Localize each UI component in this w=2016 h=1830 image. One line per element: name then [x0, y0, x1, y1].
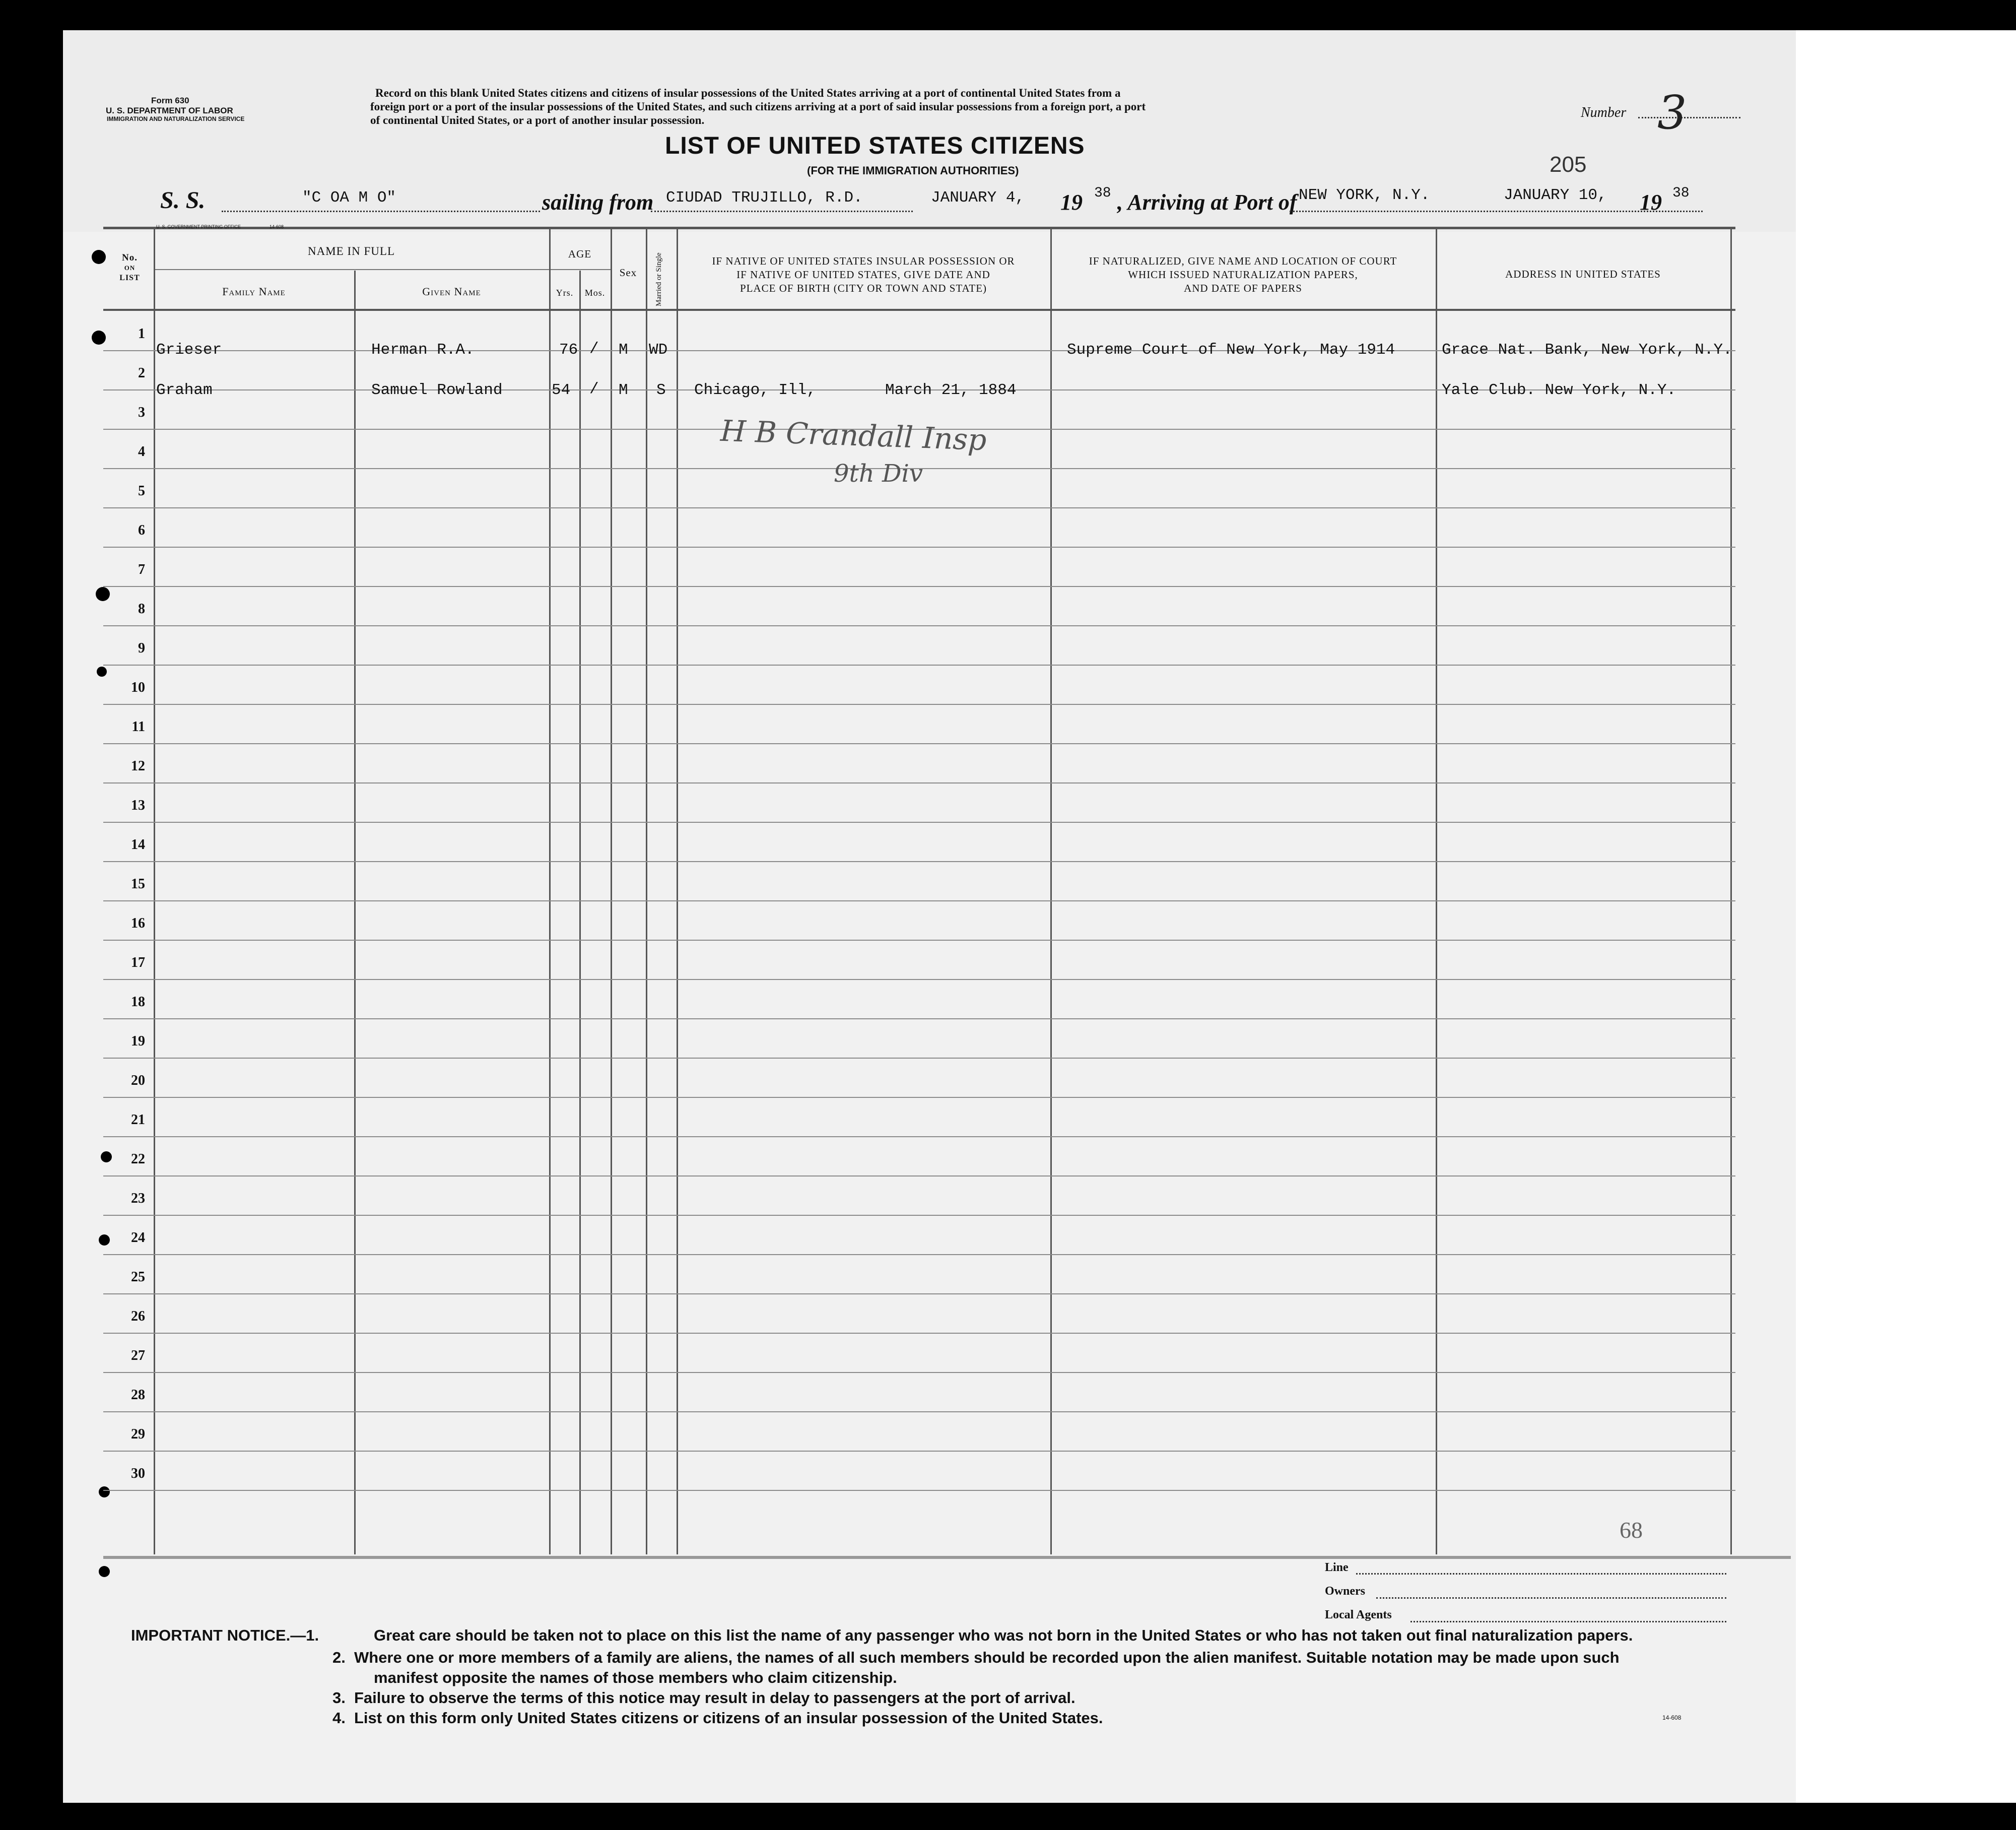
row-line	[103, 704, 1735, 705]
row-number: 21	[131, 1112, 145, 1128]
col-divider	[549, 229, 551, 1554]
row-line	[103, 1333, 1735, 1334]
row-line	[103, 861, 1735, 862]
row-line	[103, 547, 1735, 548]
col-divider	[646, 229, 647, 1554]
header-birth-line: IF NATIVE OF UNITED STATES INSULAR POSSESSION OR	[712, 255, 1015, 267]
header-given-name: Given Name	[422, 285, 481, 298]
row-number: 27	[131, 1348, 145, 1363]
row-line	[103, 940, 1735, 941]
number-field-value: 3	[1657, 86, 1687, 140]
table-top-border	[103, 227, 1735, 229]
local-agents-label: Local Agents	[1325, 1608, 1392, 1621]
intro-text-line: foreign port or a port of the insular possessions of the United States, and such citizens arriving at a port of said insular possessions from a foreign port, a port	[370, 100, 1146, 113]
notice-item-2-num: 2.	[332, 1649, 346, 1666]
from-port: CIUDAD TRUJILLO, R.D.	[666, 189, 863, 207]
header-list: LIST	[119, 274, 140, 282]
row-line	[103, 625, 1735, 626]
header-address: ADDRESS IN UNITED STATES	[1505, 268, 1661, 280]
row-number: 15	[131, 876, 145, 892]
row-number: 1	[138, 326, 145, 342]
printing-code-label: 14-608	[270, 224, 284, 229]
row-number: 26	[131, 1309, 145, 1324]
row-line	[103, 507, 1735, 508]
row-number: 25	[131, 1269, 145, 1285]
header-nat-line: AND DATE OF PAPERS	[1184, 282, 1302, 294]
p2-birth-date: March 21, 1884	[885, 381, 1017, 399]
row-line	[103, 1254, 1735, 1255]
page-title: LIST OF UNITED STATES CITIZENS	[665, 133, 1085, 159]
header-name-in-full: NAME IN FULL	[308, 245, 395, 257]
col-divider	[611, 229, 612, 1554]
row-line	[103, 1451, 1735, 1452]
notice-item-4: List on this form only United States citizens or citizens of an insular possession of the United States.	[354, 1709, 1103, 1727]
p1-marital-status: WD	[649, 341, 668, 359]
row-line	[103, 979, 1735, 980]
depart-year-prefix: 19	[1060, 190, 1083, 215]
header-family-name: Family Name	[222, 285, 286, 298]
page-number: 68	[1620, 1517, 1643, 1543]
row-number: 24	[131, 1230, 145, 1246]
row-number: 20	[131, 1073, 145, 1088]
header-birth-line: PLACE OF BIRTH (CITY OR TOWN AND STATE)	[740, 282, 987, 294]
local-agents-field	[1410, 1621, 1726, 1622]
row-line	[103, 665, 1735, 666]
row-line	[103, 782, 1735, 783]
depart-date: JANUARY 4,	[931, 189, 1025, 207]
owners-label: Owners	[1325, 1585, 1365, 1598]
p2-sex: M	[619, 381, 628, 399]
row-number: 23	[131, 1191, 145, 1206]
intro-text-line: Record on this blank United States citizens and citizens of insular possessions of the United States arriving at a port of continental United States from a	[375, 87, 1121, 99]
arrival-year: 38	[1672, 185, 1690, 201]
ss-label: S. S.	[160, 187, 206, 214]
p2-birth-place: Chicago, Ill,	[694, 381, 816, 399]
intro-text-line: of continental United States, or a port of another insular possession.	[370, 114, 705, 126]
row-number: 6	[138, 522, 145, 538]
row-line	[103, 1058, 1735, 1059]
row-number: 5	[138, 483, 145, 499]
footer-code: 14-608	[1662, 1714, 1682, 1721]
row-line	[103, 1293, 1735, 1294]
table-bottom-border	[103, 1556, 1791, 1559]
header-age: AGE	[568, 248, 592, 260]
row-number: 9	[138, 640, 145, 656]
p1-age-mos: /	[589, 340, 599, 358]
row-number: 16	[131, 916, 145, 931]
from-port-line	[651, 211, 913, 212]
row-number: 7	[138, 562, 145, 577]
p1-family-name: Grieser	[156, 341, 222, 359]
p2-age-mos: /	[589, 380, 599, 398]
inspector-signature: H B Crandall Insp	[719, 413, 987, 457]
row-line	[103, 1215, 1735, 1216]
stamp-number: 205	[1550, 152, 1587, 177]
row-number: 30	[131, 1466, 145, 1481]
ship-name: "C OA M O"	[302, 189, 396, 207]
arrival-port: NEW YORK, N.Y.	[1299, 186, 1430, 204]
row-line	[103, 1175, 1735, 1177]
col-divider	[154, 229, 155, 1554]
p2-age-yrs: 54	[552, 381, 571, 399]
row-number: 2	[138, 365, 145, 381]
header-bottom-border	[103, 309, 1735, 311]
row-number: 14	[131, 837, 145, 853]
ship-field-line	[222, 211, 540, 212]
header-birth-line: IF NATIVE OF UNITED STATES, GIVE DATE AND	[736, 269, 990, 281]
p1-age-yrs: 76	[559, 341, 578, 359]
row-number: 11	[131, 719, 145, 735]
punch-hole	[99, 1234, 110, 1246]
row-line	[103, 1411, 1735, 1412]
punch-hole	[92, 331, 106, 345]
punch-hole	[97, 667, 107, 677]
arriving-label: , Arriving at Port of	[1117, 190, 1297, 215]
row-number: 8	[138, 601, 145, 617]
service-label: IMMIGRATION AND NATURALIZATION SERVICE	[107, 115, 245, 122]
row-line	[103, 1097, 1735, 1098]
p1-address: Grace Nat. Bank, New York, N.Y.	[1442, 341, 1732, 359]
punch-hole	[99, 1566, 110, 1577]
line-field	[1356, 1573, 1726, 1575]
punch-hole	[99, 1486, 110, 1497]
name-header-divider	[154, 269, 554, 270]
arrival-year-prefix: 19	[1640, 190, 1662, 215]
p2-marital-status: S	[656, 381, 666, 399]
col-divider	[1050, 229, 1052, 1554]
col-divider	[1730, 229, 1732, 1554]
row-number: 10	[131, 680, 145, 695]
p1-sex: M	[619, 341, 628, 359]
col-divider	[579, 271, 581, 1554]
row-number: 19	[131, 1033, 145, 1049]
row-line	[103, 1136, 1735, 1137]
row-line	[103, 1372, 1735, 1373]
row-number: 12	[131, 758, 145, 774]
department-label: U. S. DEPARTMENT OF LABOR	[106, 106, 233, 115]
col-divider	[1436, 229, 1437, 1554]
header-naturalization	[1050, 254, 1436, 295]
header-sex: Sex	[619, 267, 637, 279]
col-divider	[677, 229, 678, 1554]
notice-item-1: Great care should be taken not to place on this list the name of any passenger who was not born in the United States or who has not taken out final naturalization papers.	[374, 1626, 1633, 1644]
header-mos: Mos.	[584, 288, 606, 298]
sailing-from-label: sailing from	[542, 190, 654, 215]
row-line	[103, 822, 1735, 823]
notice-item-4-num: 4.	[332, 1709, 346, 1727]
p1-given-name: Herman R.A.	[371, 341, 475, 359]
header-nat-line: IF NATURALIZED, GIVE NAME AND LOCATION OF COURT	[1089, 255, 1397, 267]
owners-field	[1376, 1597, 1726, 1599]
header-no-on-list	[106, 253, 154, 283]
row-line	[103, 743, 1735, 744]
p1-naturalization: Supreme Court of New York, May 1914	[1067, 341, 1395, 359]
notice-item-2-line1: Where one or more members of a family are aliens, the names of all such members should be recorded upon the alien manifest. Suitable notation may be made upon such	[354, 1649, 1620, 1666]
depart-year: 38	[1094, 185, 1111, 201]
punch-hole	[96, 587, 110, 601]
header-married-single: Married or Single	[655, 252, 663, 306]
printing-office-label: U. S. GOVERNMENT PRINTING OFFICE	[156, 224, 241, 229]
p2-address: Yale Club. New York, N.Y.	[1442, 381, 1676, 399]
row-number: 28	[131, 1387, 145, 1403]
row-number: 17	[131, 955, 145, 970]
header-no: No.	[122, 252, 138, 263]
row-number: 18	[131, 994, 145, 1010]
row-line	[103, 1018, 1735, 1019]
punch-hole	[101, 1151, 112, 1162]
age-header-divider	[554, 269, 612, 270]
p2-family-name: Graham	[156, 381, 213, 399]
number-field-label: Number	[1581, 105, 1627, 120]
arrival-date: JANUARY 10,	[1504, 186, 1607, 204]
form-number-label: Form 630	[151, 96, 189, 105]
notice-item-2-line2: manifest opposite the names of those members who claim citizenship.	[374, 1669, 897, 1686]
page-subtitle: (FOR THE IMMIGRATION AUTHORITIES)	[807, 164, 1019, 177]
inspector-division: 9th Div	[834, 460, 923, 488]
row-number: 13	[131, 798, 145, 813]
backing-sheet-edge	[1796, 30, 2016, 1803]
arrival-line	[1290, 211, 1703, 212]
header-yrs: Yrs.	[556, 288, 574, 298]
header-nat-line: WHICH ISSUED NATURALIZATION PAPERS,	[1128, 269, 1358, 281]
row-number: 4	[138, 444, 145, 460]
notice-item-3-num: 3.	[332, 1689, 346, 1707]
row-number: 29	[131, 1426, 145, 1442]
row-line	[103, 900, 1735, 901]
row-number: 3	[138, 405, 145, 420]
row-line	[103, 586, 1735, 587]
row-line	[103, 1490, 1735, 1491]
row-number: 22	[131, 1151, 145, 1167]
notice-heading: IMPORTANT NOTICE.—1.	[131, 1626, 319, 1644]
p2-given-name: Samuel Rowland	[371, 381, 503, 399]
notice-item-3: Failure to observe the terms of this notice may result in delay to passengers at the port of arrival.	[354, 1689, 1076, 1707]
col-divider	[354, 271, 356, 1554]
number-field-line	[1638, 117, 1740, 118]
punch-hole	[92, 250, 106, 264]
line-label: Line	[1325, 1561, 1349, 1574]
header-on: ON	[124, 264, 136, 272]
header-birth	[677, 254, 1050, 295]
